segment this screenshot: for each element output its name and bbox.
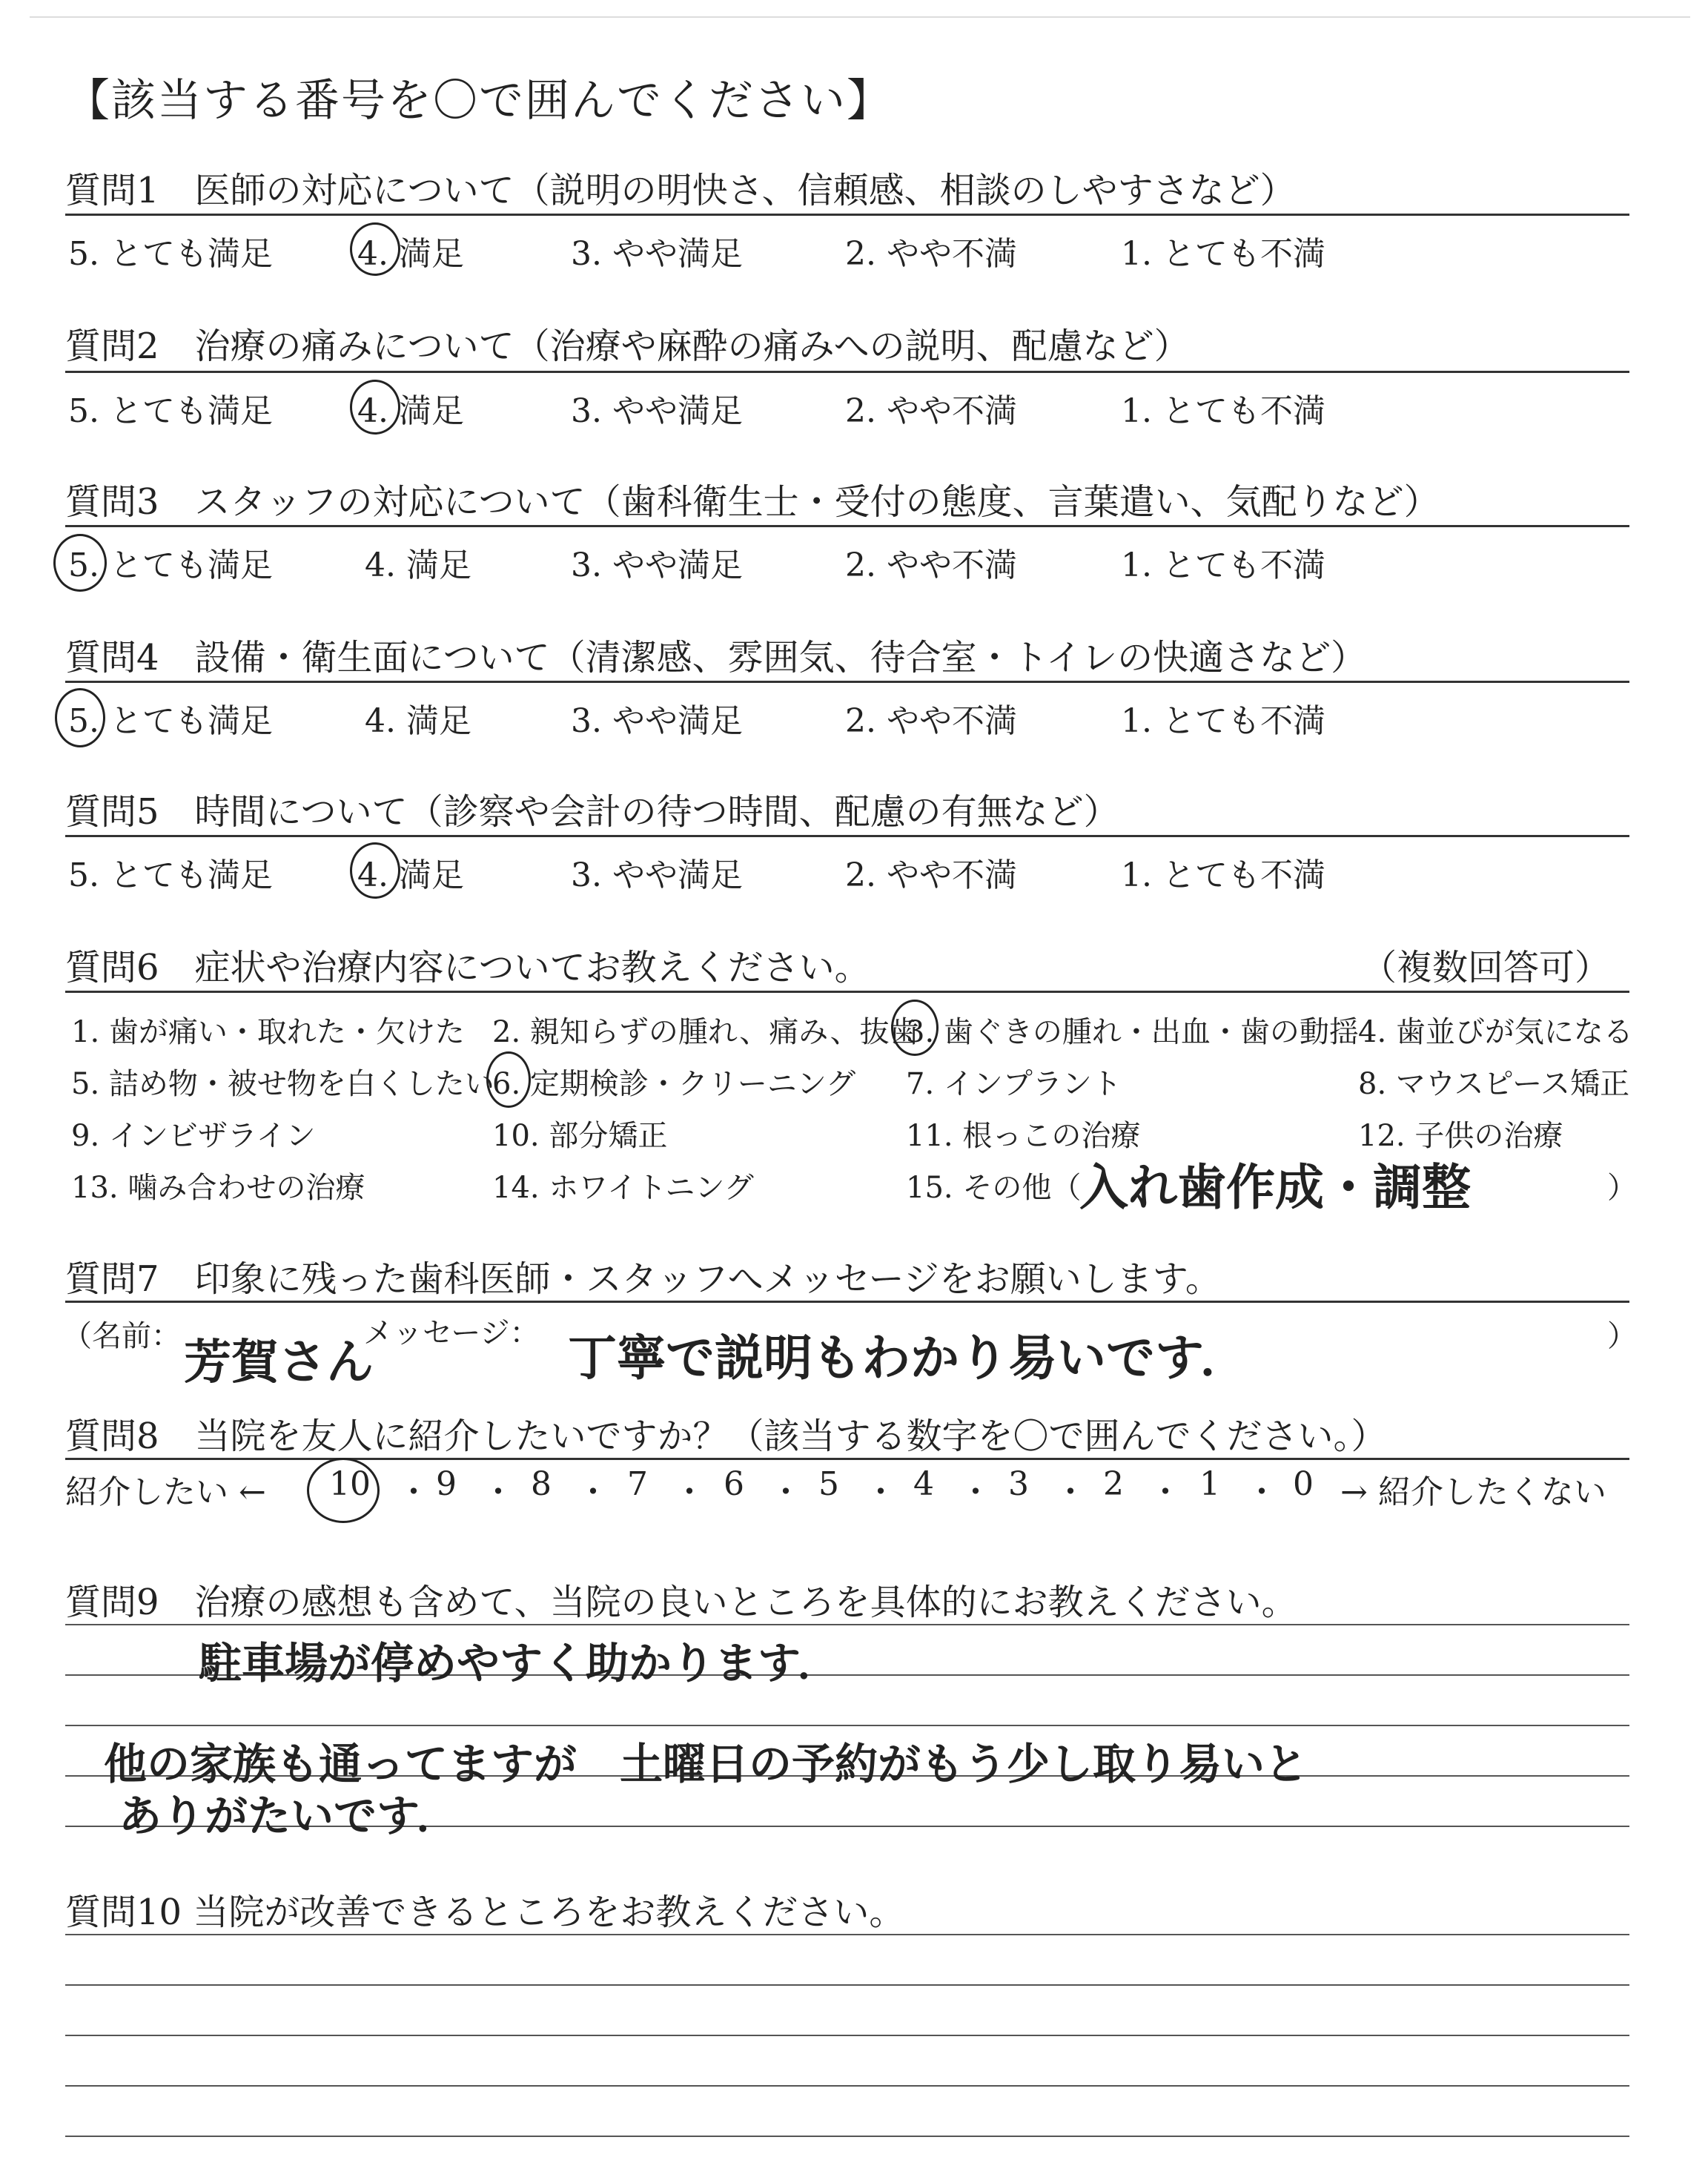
q10-rule-2 bbox=[65, 1984, 1629, 1986]
q8-dot: ・ bbox=[769, 1473, 802, 1511]
q2-option-4[interactable]: 4. 満足 bbox=[357, 392, 464, 430]
q2-option-1[interactable]: 1. とても不満 bbox=[1121, 392, 1325, 430]
q7-title: 質問7 印象に残った歯科医師・スタッフへメッセージをお願いします。 bbox=[65, 1258, 1221, 1300]
q6-item-1[interactable]: 1. 歯が痛い・取れた・欠けた bbox=[71, 1015, 465, 1049]
q6-item-11[interactable]: 11. 根っこの治療 bbox=[906, 1119, 1141, 1153]
q6-item-9[interactable]: 9. インビザライン bbox=[71, 1119, 316, 1153]
q10-title: 質問10 当院が改善できるところをお教えください。 bbox=[65, 1892, 905, 1933]
q8-rule bbox=[65, 1458, 1629, 1460]
q4-option-5[interactable]: 5. とても満足 bbox=[68, 702, 273, 740]
q1-option-3[interactable]: 3. やや満足 bbox=[571, 235, 743, 273]
q10-rule-4 bbox=[65, 2085, 1629, 2087]
page-heading: 【該当する番号を〇で囲んでください】 bbox=[65, 75, 893, 127]
q6-item-5[interactable]: 5. 詰め物・被せ物を白くしたい bbox=[71, 1067, 494, 1101]
q8-dot: ・ bbox=[397, 1473, 430, 1511]
q3-option-3[interactable]: 3. やや満足 bbox=[571, 546, 743, 584]
q1-title: 質問1 医師の対応について（説明の明快さ、信頼感、相談のしやすさなど） bbox=[65, 170, 1296, 211]
q5-option-3[interactable]: 3. やや満足 bbox=[571, 856, 743, 894]
q6-item-13[interactable]: 13. 噛み合わせの治療 bbox=[71, 1171, 365, 1205]
q8-scale-5[interactable]: 5 bbox=[818, 1465, 839, 1503]
q1-selected-circle bbox=[350, 222, 400, 276]
q2-title: 質問2 治療の痛みについて（治療や麻酔の痛みへの説明、配慮など） bbox=[65, 326, 1190, 367]
q9-answer-line-2[interactable]: 他の家族も通ってますが 土曜日の予約がもう少し取り易いと bbox=[104, 1739, 1308, 1789]
q1-option-4[interactable]: 4. 満足 bbox=[357, 235, 464, 273]
q8-title: 質問8 当院を友人に紹介したいですか？（該当する数字を〇で囲んでください。） bbox=[65, 1416, 1387, 1457]
q10-rule-1 bbox=[65, 1934, 1629, 1935]
q3-option-4[interactable]: 4. 満足 bbox=[365, 546, 471, 584]
q6-title: 質問6 症状や治療内容についてお教えください。 bbox=[65, 947, 870, 988]
q4-option-2[interactable]: 2. やや不満 bbox=[845, 702, 1017, 740]
q5-option-2[interactable]: 2. やや不満 bbox=[845, 856, 1017, 894]
q4-option-1[interactable]: 1. とても不満 bbox=[1121, 702, 1325, 740]
q8-scale-4[interactable]: 4 bbox=[913, 1465, 934, 1503]
q4-option-4[interactable]: 4. 満足 bbox=[365, 702, 471, 740]
q5-title: 質問5 時間について（診察や会計の待つ時間、配慮の有無など） bbox=[65, 791, 1119, 833]
q4-selected-circle bbox=[55, 688, 105, 747]
q3-option-1[interactable]: 1. とても不満 bbox=[1121, 546, 1325, 584]
q8-scale-0[interactable]: 0 bbox=[1293, 1465, 1314, 1503]
q8-left-label: 紹介したい ← bbox=[65, 1473, 266, 1511]
q4-title: 質問4 設備・衛生面について（清潔感、雰囲気、待合室・トイレの快適さなど） bbox=[65, 637, 1367, 678]
q5-option-4[interactable]: 4. 満足 bbox=[357, 856, 464, 894]
q3-title: 質問3 スタッフの対応について（歯科衛生士・受付の態度、言葉遣い、気配りなど） bbox=[65, 481, 1440, 523]
q8-dot: ・ bbox=[577, 1473, 609, 1511]
q7-name-label: （名前： bbox=[62, 1319, 181, 1353]
q9-answer-line-3[interactable]: ありがたいです． bbox=[119, 1791, 460, 1841]
q8-scale-2[interactable]: 2 bbox=[1103, 1465, 1124, 1503]
q5-option-1[interactable]: 1. とても不満 bbox=[1121, 856, 1325, 894]
q6-selected-circle-6 bbox=[486, 1051, 531, 1108]
q5-rule bbox=[65, 835, 1629, 837]
q2-selected-circle bbox=[350, 380, 400, 435]
q2-option-2[interactable]: 2. やや不満 bbox=[845, 392, 1017, 430]
q8-scale-9[interactable]: 9 bbox=[436, 1465, 457, 1503]
q7-message-handwritten[interactable]: 丁寧で説明もわかり易いです． bbox=[568, 1330, 1249, 1387]
q9-title: 質問9 治療の感想も含めて、当院の良いところを具体的にお教えください。 bbox=[65, 1582, 1297, 1623]
q6-multi-note: （複数回答可） bbox=[1361, 947, 1611, 988]
q7-close-paren: ） bbox=[1607, 1319, 1637, 1353]
q6-item-3[interactable]: 3. 歯ぐきの腫れ・出血・歯の動揺 bbox=[906, 1015, 1359, 1049]
q6-item-4[interactable]: 4. 歯並びが気になる bbox=[1358, 1015, 1633, 1049]
q8-selected-circle bbox=[307, 1458, 380, 1523]
q8-dot: ・ bbox=[1149, 1473, 1182, 1511]
q6-item-12[interactable]: 12. 子供の治療 bbox=[1358, 1119, 1563, 1153]
q10-rule-5 bbox=[65, 2136, 1629, 2137]
q6-item-6[interactable]: 6. 定期検診・クリーニング bbox=[492, 1067, 856, 1101]
q3-selected-circle bbox=[53, 534, 107, 592]
q6-item-7[interactable]: 7. インプラント bbox=[906, 1067, 1122, 1101]
q8-scale-1[interactable]: 1 bbox=[1199, 1465, 1220, 1503]
q1-option-2[interactable]: 2. やや不満 bbox=[845, 235, 1017, 273]
q6-item-15[interactable]: 15. その他（ bbox=[906, 1171, 1082, 1205]
scan-edge bbox=[30, 16, 1690, 18]
q6-other-handwritten[interactable]: 入れ歯作成・調整 bbox=[1079, 1159, 1471, 1216]
q8-scale-6[interactable]: 6 bbox=[724, 1465, 744, 1503]
q6-selected-circle-3 bbox=[891, 1000, 939, 1056]
q7-rule bbox=[65, 1301, 1629, 1303]
q8-dot: ・ bbox=[959, 1473, 992, 1511]
q9-rule-1 bbox=[65, 1624, 1629, 1625]
q4-rule bbox=[65, 681, 1629, 683]
q8-scale-3[interactable]: 3 bbox=[1008, 1465, 1029, 1503]
q8-dot: ・ bbox=[1054, 1473, 1087, 1511]
q10-rule-3 bbox=[65, 2035, 1629, 2036]
q8-dot: ・ bbox=[673, 1473, 706, 1511]
q5-option-5[interactable]: 5. とても満足 bbox=[68, 856, 273, 894]
q2-option-5[interactable]: 5. とても満足 bbox=[68, 392, 273, 430]
q3-rule bbox=[65, 525, 1629, 527]
q6-rule bbox=[65, 991, 1629, 993]
q6-item-8[interactable]: 8. マウスピース矯正 bbox=[1358, 1067, 1630, 1101]
q6-item-2[interactable]: 2. 親知らずの腫れ、痛み、抜歯 bbox=[492, 1015, 919, 1049]
q9-rule-3 bbox=[65, 1725, 1629, 1726]
q1-rule bbox=[65, 214, 1629, 216]
q6-item-10[interactable]: 10. 部分矯正 bbox=[492, 1119, 668, 1153]
q1-option-5[interactable]: 5. とても満足 bbox=[68, 235, 273, 273]
q4-option-3[interactable]: 3. やや満足 bbox=[571, 702, 743, 740]
q7-message-label: メッセージ： bbox=[363, 1316, 540, 1350]
q8-scale-7[interactable]: 7 bbox=[627, 1465, 648, 1503]
q3-option-5[interactable]: 5. とても満足 bbox=[68, 546, 273, 584]
q8-right-label: → 紹介したくない bbox=[1340, 1473, 1606, 1511]
q8-scale-8[interactable]: 8 bbox=[531, 1465, 552, 1503]
q3-option-2[interactable]: 2. やや不満 bbox=[845, 546, 1017, 584]
q9-answer-line-1[interactable]: 駐車場が停めやすく助かります． bbox=[199, 1638, 841, 1688]
q2-option-3[interactable]: 3. やや満足 bbox=[571, 392, 743, 430]
q6-item-14[interactable]: 14. ホワイトニング bbox=[492, 1171, 754, 1205]
q8-dot: ・ bbox=[864, 1473, 897, 1511]
q1-option-1[interactable]: 1. とても不満 bbox=[1121, 235, 1325, 273]
q8-dot: ・ bbox=[482, 1473, 514, 1511]
q8-scale-10[interactable]: 10 bbox=[329, 1465, 371, 1503]
q2-rule bbox=[65, 371, 1629, 373]
q5-selected-circle bbox=[350, 842, 400, 899]
q6-item-15-close: ） bbox=[1607, 1171, 1637, 1205]
q7-name-handwritten[interactable]: 芳賀さん bbox=[184, 1335, 374, 1390]
q8-dot: ・ bbox=[1245, 1473, 1278, 1511]
